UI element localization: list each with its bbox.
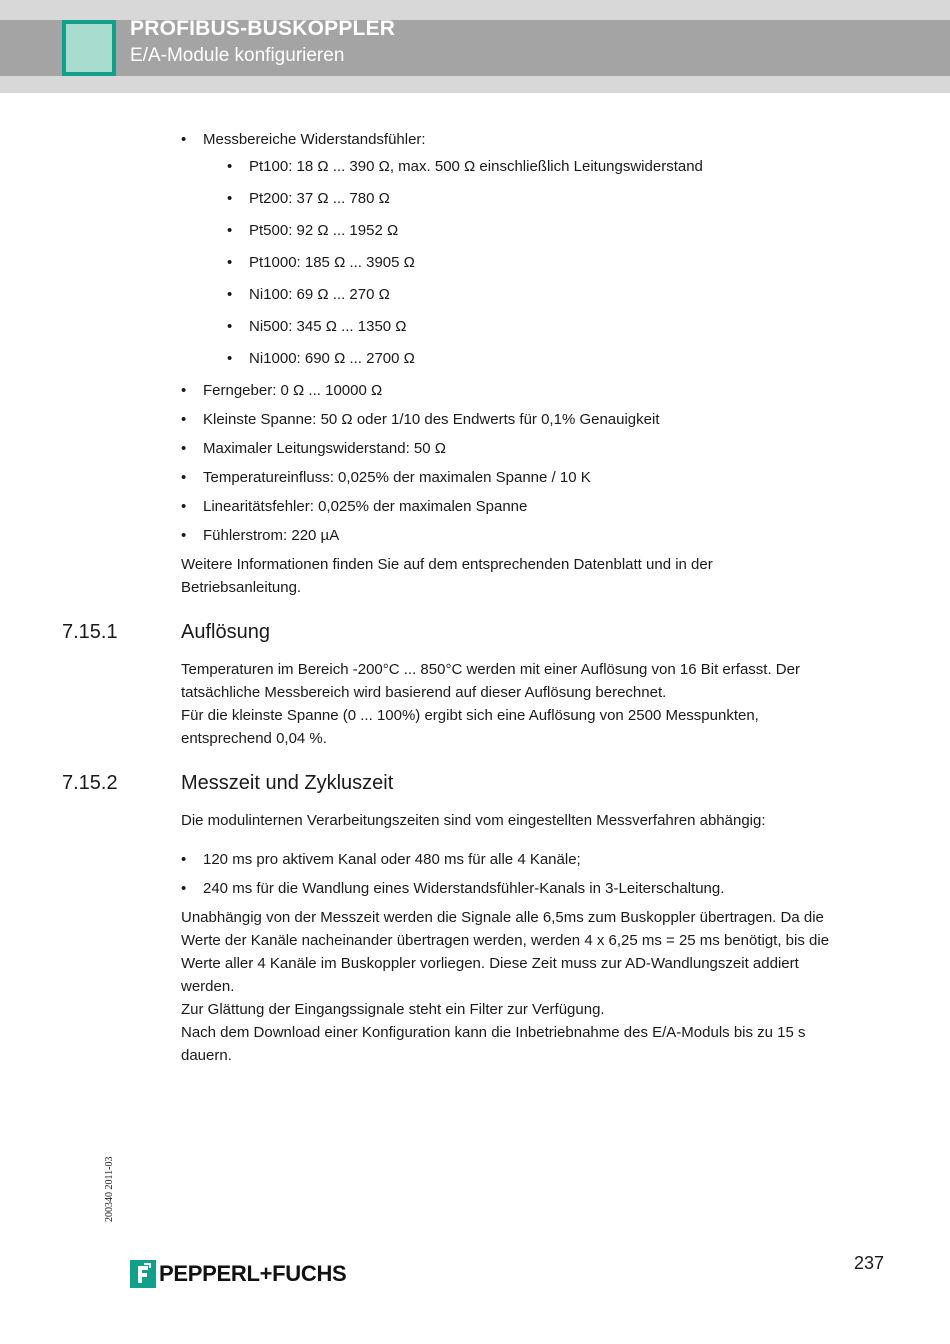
- section-resolution: [62, 619, 831, 750]
- header-bottom-strip: [0, 76, 950, 93]
- paragraph: Zur Glättung der Eingangssignale steht ein Filter zur Verfügung.: [181, 1001, 605, 1018]
- document-code: 200340 2011-03: [104, 1156, 115, 1222]
- page-title: PROFIBUS-BUSKOPPLER: [130, 17, 396, 40]
- intro-paragraph: Weitere Informationen finden Sie auf dem entsprechenden Datenblatt und in der Betriebsanleitung.: [181, 556, 713, 596]
- section-measuring-time: [62, 770, 831, 1067]
- section-number: 7.15.1: [62, 621, 118, 643]
- section-title: Auflösung: [181, 621, 270, 643]
- page-subtitle: E/A-Module konfigurieren: [130, 45, 345, 66]
- list-item: • Ferngeber: 0 Ω ... 10000 Ω: [181, 379, 831, 402]
- list-item: • Ni1000: 690 Ω ... 2700 Ω: [227, 347, 831, 370]
- list-item: • Temperatureinfluss: 0,025% der maximalen Spanne / 10 K: [181, 466, 831, 489]
- logo-text: PEPPERL+FUCHS: [159, 1261, 347, 1286]
- list-item: • Ni100: 69 Ω ... 270 Ω: [227, 283, 831, 306]
- page-number: 237: [854, 1253, 885, 1273]
- paragraph: Für die kleinste Spanne (0 ... 100%) ergibt sich eine Auflösung von 2500 Messpunkten, entsprechend 0,04 %.: [181, 707, 759, 747]
- spec-list: [181, 128, 831, 547]
- section-title: Messzeit und Zykluszeit: [181, 772, 394, 794]
- list-item: [181, 128, 831, 370]
- list-item: • Ni500: 345 Ω ... 1350 Ω: [227, 315, 831, 338]
- processing-time-list: [181, 848, 831, 900]
- paragraph: Nach dem Download einer Konfiguration kann die Inbetriebnahme des E/A-Moduls bis zu 15 s dauern.: [181, 1024, 806, 1064]
- list-item: • Maximaler Leitungswiderstand: 50 Ω: [181, 437, 831, 460]
- paragraph: Temperaturen im Bereich -200°C ... 850°C werden mit einer Auflösung von 16 Bit erfasst. Der tatsächliche Messbereich wird basierend auf dieser Auflösung berechnet.: [181, 661, 800, 701]
- company-logo: [130, 1259, 346, 1289]
- main-content: [62, 128, 831, 1067]
- list-item: • Fühlerstrom: 220 µA: [181, 524, 831, 547]
- list-item: • Pt200: 37 Ω ... 780 Ω: [227, 187, 831, 210]
- list-item: • Pt100: 18 Ω ... 390 Ω, max. 500 Ω einschließlich Leitungswiderstand: [227, 155, 831, 178]
- logo-icon: [130, 1260, 156, 1288]
- paragraph: Die modulinternen Verarbeitungszeiten sind vom eingestellten Messverfahren abhängig:: [181, 812, 766, 829]
- section-number: 7.15.2: [62, 772, 118, 794]
- paragraph: Unabhängig von der Messzeit werden die Signale alle 6,5ms zum Buskoppler übertragen. Da die Werte der Kanäle nacheinander übertragen werden, werden 4 x 6,25 ms = 25 ms benötigt, bis die Werte aller 4 Kanäle im Buskoppler vorliegen. Diese Zeit muss zur AD-Wandlungszeit addiert werden.: [181, 909, 830, 995]
- list-item: • Pt500: 92 Ω ... 1952 Ω: [227, 219, 831, 242]
- header-accent-square: [62, 20, 116, 76]
- list-item: • Linearitätsfehler: 0,025% der maximalen Spanne: [181, 495, 831, 518]
- list-item-text: Messbereiche Widerstandsfühler:: [203, 131, 426, 148]
- list-item: • Kleinste Spanne: 50 Ω oder 1/10 des Endwerts für 0,1% Genauigkeit: [181, 408, 831, 431]
- list-item: • 240 ms für die Wandlung eines Widerstandsfühler-Kanals in 3-Leiterschaltung.: [181, 877, 831, 900]
- sensor-range-list: [227, 155, 831, 370]
- list-item: • 120 ms pro aktivem Kanal oder 480 ms für alle 4 Kanäle;: [181, 848, 831, 871]
- list-item: • Pt1000: 185 Ω ... 3905 Ω: [227, 251, 831, 274]
